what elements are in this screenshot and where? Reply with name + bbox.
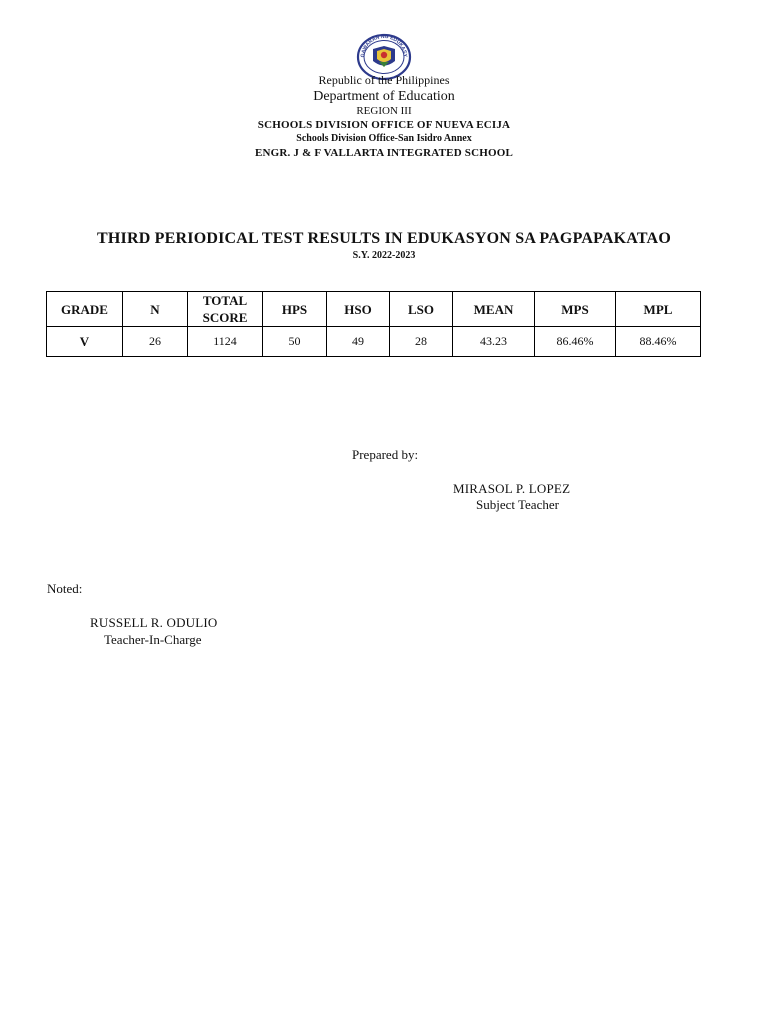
table-row (47, 327, 701, 357)
cell-lso: 28 (390, 327, 453, 357)
division-office-line: SCHOOLS DIVISION OFFICE OF NUEVA ECIJA (257, 119, 511, 131)
cell-total-score: 1124 (188, 327, 263, 357)
cell-mean: 43.23 (453, 327, 535, 357)
cell-hso: 49 (327, 327, 390, 357)
noter-role: Teacher-In-Charge (104, 632, 202, 647)
column-header-mps: MPS (535, 292, 616, 327)
column-header-hps: HPS (263, 292, 327, 327)
school-year: S.Y. 2022-2023 (352, 250, 416, 261)
preparer-role: Subject Teacher (476, 497, 559, 512)
region-line: REGION III (356, 105, 412, 117)
cell-mpl: 88.46% (616, 327, 701, 357)
table-header-row (47, 292, 701, 327)
cell-grade: V (47, 327, 123, 357)
report-title: THIRD PERIODICAL TEST RESULTS IN EDUKASYON SA PAGPAPAKATAO (97, 230, 671, 247)
department-line: Department of Education (313, 89, 455, 104)
noter-name: RUSSELL R. ODULIO (90, 615, 218, 630)
cell-hps: 50 (263, 327, 327, 357)
noted-label: Noted: (47, 581, 83, 596)
column-header-lso: LSO (390, 292, 453, 327)
cell-n: 26 (123, 327, 188, 357)
cell-mps: 86.46% (535, 327, 616, 357)
column-header-total-score: TOTAL SCORE (188, 292, 263, 327)
preparer-name: MIRASOL P. LOPEZ (453, 481, 571, 496)
annex-line: Schools Division Office-San Isidro Annex (296, 133, 472, 144)
republic-line: Republic of the Philippines (318, 73, 450, 87)
column-header-mpl: MPL (616, 292, 701, 327)
results-table (46, 291, 701, 357)
column-header-n: N (123, 292, 188, 327)
column-header-mean: MEAN (453, 292, 535, 327)
column-header-grade: GRADE (47, 292, 123, 327)
school-name-line: ENGR. J & F VALLARTA INTEGRATED SCHOOL (254, 147, 514, 159)
column-header-hso: HSO (327, 292, 390, 327)
seal-ring-text: GAWARAN NG EDUKASY (359, 33, 409, 58)
prepared-by-label: Prepared by: (352, 447, 419, 462)
